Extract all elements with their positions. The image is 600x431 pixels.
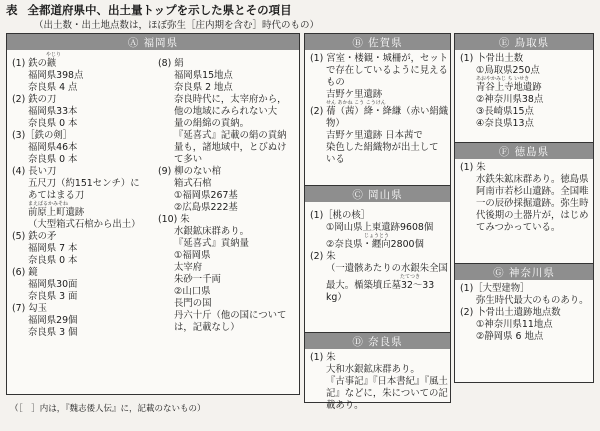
- fukuoka-ruby-2: まえばるかみそね: [28, 201, 69, 207]
- fukuoka-ruby-1: やじり: [46, 52, 62, 58]
- item-detail: ②山口県: [174, 286, 211, 297]
- panel-fukuoka-heading: Ⓐ 福岡県: [7, 34, 299, 50]
- item-detail: 『延喜式』記載の絹の貢納: [174, 130, 287, 141]
- table-title: [6, 2, 292, 18]
- saga-list-a: [310, 53, 449, 101]
- okayama-list-c: [310, 280, 446, 304]
- title-text: 全都道府県中、出土量トップを示した県とその項目: [27, 3, 292, 17]
- fukuoka-left-column: [7, 50, 153, 339]
- item-detail: ④奈良県13点: [476, 118, 534, 129]
- item-detail: 奈良県 0 本: [28, 154, 78, 165]
- item-detail: ②奈良県・纒向2800個: [326, 239, 424, 250]
- item-detail: 載あり。: [326, 400, 364, 411]
- item-detail: 染色した絹織物が出土して: [326, 142, 439, 153]
- item-heading: (2) 卜骨出土遺跡地点数: [460, 307, 561, 318]
- item-detail: 量も，諸地域中，とびぬけ: [174, 142, 287, 153]
- item-detail: 奈良県 3 面: [28, 291, 78, 302]
- item-heading: (1) 宮室・楼観・城柵が，セット: [310, 53, 449, 64]
- item-detail: 量の絹綿の貢納。: [174, 118, 250, 129]
- item-detail: 福岡県46本: [28, 142, 78, 153]
- item-detail: ②静岡県 6 地点: [476, 331, 544, 342]
- item-detail: 『延喜式』貢納量: [174, 238, 250, 249]
- item-detail: ①福岡県267基: [174, 190, 238, 201]
- item-heading: (2) 鉄の刀: [12, 94, 57, 105]
- item-detail: 青谷上寺地遺跡: [476, 82, 542, 93]
- item-detail: ②広島県222基: [174, 202, 238, 213]
- item-detail: 五尺刀（約151センチ）に: [28, 178, 140, 189]
- item-heading: (10) 朱: [158, 214, 190, 225]
- item-detail: ①岡山県上東遺跡9608個: [326, 222, 434, 233]
- item-detail: てみつかっている。: [476, 222, 561, 233]
- panel-tottori-heading: Ⓔ 鳥取県: [455, 34, 593, 50]
- item-detail: 奈良県 0 本: [28, 255, 78, 266]
- item-detail: 箱式石棺: [174, 178, 212, 189]
- item-heading: (2) 朱: [310, 251, 336, 262]
- item-detail: ①福岡県: [174, 250, 211, 261]
- panel-saga: [304, 33, 451, 411]
- item-detail: 大和水銀鉱床群あり。: [326, 364, 420, 375]
- item-detail: 奈良時代に，太宰府から，: [174, 94, 287, 105]
- item-heading: (1) 朱: [310, 352, 336, 363]
- saga-ruby-1: せん あかね こう こうけん: [326, 100, 386, 106]
- item-detail: 福岡県29個: [28, 315, 78, 326]
- item-detail: 丹六十斤（他の国について: [174, 310, 287, 321]
- kanagawa-list-a: [460, 283, 589, 343]
- item-detail: は，記載なし）: [174, 322, 240, 333]
- item-detail: 一の辰砂採掘遺跡。弥生時: [476, 198, 589, 209]
- item-detail: 『古事記』『日本書紀』『風土: [326, 376, 448, 387]
- item-detail: 前原上町遺跡: [28, 207, 85, 218]
- fukuoka-list-a: [12, 58, 149, 202]
- item-detail: もの: [326, 77, 345, 88]
- item-detail: で存在しているように見える: [326, 65, 448, 76]
- item-detail: 奈良県 0 本: [28, 118, 78, 129]
- footnote: （［ ］内は，『魏志倭人伝』に，記載のないもの）: [10, 404, 206, 414]
- item-detail: ①鳥取県250点: [476, 65, 540, 76]
- item-heading: (1) 朱: [460, 162, 486, 173]
- item-detail: ①神奈川県11地点: [476, 319, 553, 330]
- item-heading: (9) 柳のない棺: [158, 166, 222, 177]
- item-detail: 福岡県30面: [28, 279, 78, 290]
- panel-fukuoka: [6, 33, 300, 395]
- panel-okayama-heading: Ⓒ 岡山県: [305, 185, 450, 202]
- item-detail: 弥生時代最大のものあり。: [476, 295, 589, 306]
- tottori-list-a: [460, 53, 589, 77]
- tottori-list-b: [460, 82, 589, 130]
- table-tag: 表: [6, 3, 18, 17]
- item-detail: 福岡県33本: [28, 106, 78, 117]
- item-heading: (1)［大型建物］: [460, 283, 530, 294]
- okayama-list-b: [310, 239, 446, 275]
- item-detail: 長門の国: [174, 298, 212, 309]
- item-detail: 福岡県15地点: [174, 70, 233, 81]
- tokushima-list-a: [460, 162, 589, 234]
- fukuoka-list-b: [12, 207, 149, 339]
- panel-saga-heading: Ⓑ 佐賀県: [305, 34, 450, 50]
- item-heading: (5) 鉄の矛: [12, 231, 57, 242]
- item-heading: (7) 勾玉: [12, 303, 48, 314]
- okayama-ruby-1: じょうとう: [364, 233, 390, 239]
- item-heading: (2) 蒨（茜）絳・絳縑（赤い絹織: [310, 106, 449, 117]
- okayama-ruby-3: たてつき: [400, 274, 421, 280]
- item-detail: （一遺骸あたりの水銀朱全国: [326, 263, 448, 274]
- item-heading: (6) 鏡: [12, 267, 38, 278]
- item-detail: 福岡県 7 本: [28, 243, 78, 254]
- item-detail: ③長崎県15点: [476, 106, 534, 117]
- item-heading: (1)［桃の核］: [310, 210, 371, 221]
- item-detail: 奈良県 4 点: [28, 82, 78, 93]
- item-detail: 水鉄朱鉱床群あり。徳島県: [476, 174, 589, 185]
- panel-nara-heading: Ⓓ 奈良県: [305, 332, 450, 349]
- item-detail: いる: [326, 154, 345, 165]
- okayama-list-a: [310, 210, 446, 234]
- item-detail: 吉野ケ里遺跡 日本茜で: [326, 130, 423, 141]
- table-subtitle: （出土数・出土地点数は，ほぼ弥生［庄内期を含む］時代のもの）: [34, 20, 320, 31]
- item-detail: 最大。楯築墳丘墓32～33: [326, 280, 435, 291]
- item-detail: 太宰府: [174, 262, 203, 273]
- item-detail: 奈良県 3 個: [28, 327, 78, 338]
- item-detail: あてはまる刀: [28, 190, 85, 201]
- item-detail: て多い: [174, 154, 203, 165]
- item-detail: 物）: [326, 118, 345, 129]
- item-detail: 他の地域にみられない大: [174, 106, 278, 117]
- nara-list-a: [310, 352, 446, 412]
- fukuoka-right-column: [153, 50, 299, 334]
- item-heading: (4) 長い刀: [12, 166, 57, 177]
- item-detail: 朱砂一千両: [174, 274, 221, 285]
- item-heading: (1) 卜骨出土数: [460, 53, 524, 64]
- item-detail: 吉野ケ里遺跡: [326, 89, 383, 100]
- item-heading: (1) 鉄の鏃: [12, 58, 57, 69]
- saga-list-b: [310, 106, 449, 166]
- panel-kanagawa-heading: Ⓖ 神奈川県: [455, 263, 593, 280]
- panel-tokushima-heading: Ⓕ 徳島県: [455, 142, 593, 159]
- tottori-ruby-1: あおやかみじ ち いせき: [476, 76, 530, 82]
- item-detail: 福岡県398点: [28, 70, 84, 81]
- item-detail: kg）: [326, 292, 347, 303]
- item-detail: 奈良県 2 地点: [174, 82, 233, 93]
- item-heading: (8) 絹: [158, 58, 184, 69]
- item-detail: ②神奈川県38点: [476, 94, 544, 105]
- item-detail: 記』などに，朱についての記: [326, 388, 448, 399]
- panel-tottori: [454, 33, 594, 383]
- fukuoka-list-c: [158, 58, 295, 334]
- item-detail: 阿南市若杉山遺跡。全国唯: [476, 186, 589, 197]
- item-detail: 水銀鉱床群あり。: [174, 226, 250, 237]
- item-detail: （大型箱式石棺から出土）: [28, 219, 141, 230]
- item-heading: (3)［鉄の剣］: [12, 130, 73, 141]
- item-detail: 代後期の土器片が，はじめ: [476, 210, 589, 221]
